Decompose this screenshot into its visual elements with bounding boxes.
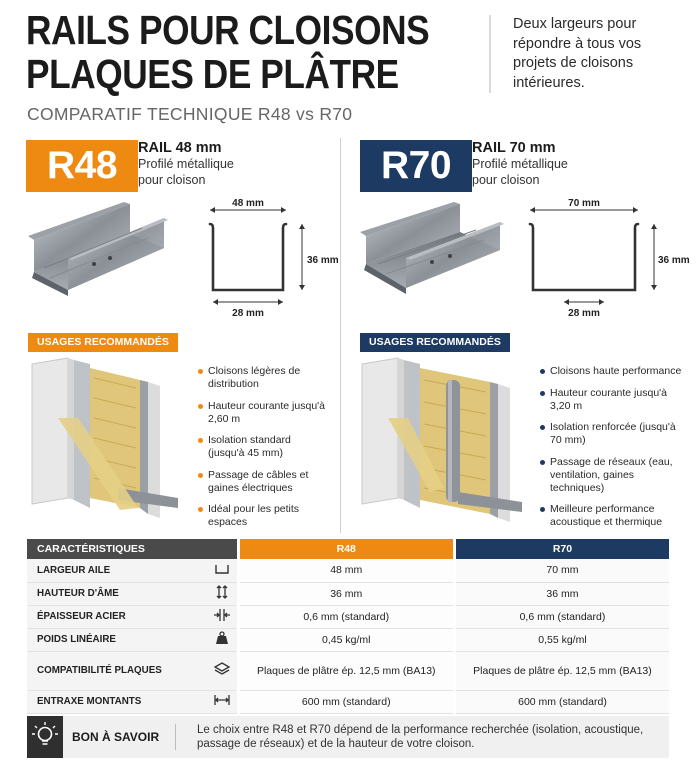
r48-usage-list	[198, 365, 328, 538]
r48-value: 36 mm	[238, 582, 454, 605]
tip-title: BON À SAVOIR	[72, 730, 160, 744]
thickness-icon	[208, 605, 238, 628]
r48-dim-width: 48 mm	[232, 198, 264, 209]
header-r48: R48	[238, 539, 454, 559]
r70-dimension-drawing	[520, 198, 690, 320]
r48-rail-name: RAIL 48 mm	[138, 140, 222, 156]
title-line-2: PLAQUES DE PLÂTRE	[26, 51, 399, 97]
r48-rail-3d-image	[24, 198, 170, 310]
table-row	[27, 628, 669, 651]
table-header-row	[27, 539, 669, 559]
r70-value: 36 mm	[454, 582, 669, 605]
weight-icon	[208, 628, 238, 651]
r70-badge: R70	[360, 140, 472, 192]
list-item: Isolation standard (jusqu'à 45 mm)	[198, 434, 328, 460]
r48-value: 0,6 mm (standard)	[238, 605, 454, 628]
comparison-table	[27, 539, 669, 714]
r70-dim-width: 70 mm	[568, 198, 600, 209]
layers-icon	[208, 651, 238, 690]
lightbulb-icon	[27, 716, 63, 758]
r48-wall-cross-section-image	[28, 358, 188, 524]
height-arrows-icon	[208, 582, 238, 605]
title-line-1: RAILS POUR CLOISONS	[26, 7, 430, 53]
tip-box	[27, 716, 669, 758]
list-item: Hauteur courante jusqu'à 3,20 m	[540, 387, 690, 413]
r70-value: 0,55 kg/ml	[454, 628, 669, 651]
r70-dim-base: 28 mm	[568, 308, 600, 319]
r70-value: 600 mm (standard)	[454, 690, 669, 713]
table-row	[27, 690, 669, 713]
r70-value: 0,6 mm (standard)	[454, 605, 669, 628]
header-r70: R70	[454, 539, 669, 559]
r48-dimension-drawing	[200, 198, 340, 320]
r70-rail-3d-image	[356, 198, 506, 310]
r70-rail-description: Profilé métallique pour cloison	[472, 157, 568, 187]
list-item: Meilleure performance acoustique et thermique	[540, 503, 690, 529]
r48-value: 48 mm	[238, 559, 454, 582]
table-row	[27, 582, 669, 605]
r70-usage-title: USAGES RECOMMANDÉS	[360, 333, 510, 352]
spacing-icon	[208, 690, 238, 713]
header-characteristics: CARACTÉRISTIQUES	[27, 539, 238, 559]
tip-divider	[175, 724, 176, 750]
row-label: ÉPAISSEUR ACIER	[27, 605, 208, 628]
r70-value: 70 mm	[454, 559, 669, 582]
table-row	[27, 559, 669, 582]
r48-dim-height: 36 mm	[307, 255, 339, 266]
r48-badge: R48	[26, 140, 138, 192]
r70-usage-list	[540, 365, 690, 538]
r48-value: 600 mm (standard)	[238, 690, 454, 713]
list-item: Hauteur courante jusqu'à 2,60 m	[198, 400, 328, 426]
list-item: Cloisons haute performance	[540, 365, 690, 378]
r70-rail-name: RAIL 70 mm	[472, 140, 556, 156]
r70-value: Plaques de plâtre ép. 12,5 mm (BA13)	[454, 651, 669, 690]
row-label: HAUTEUR D'ÂME	[27, 582, 208, 605]
header-divider	[489, 15, 491, 93]
table-row	[27, 605, 669, 628]
list-item: Passage de réseaux (eau, ventilation, gaines techniques)	[540, 456, 690, 495]
list-item: Idéal pour les petits espaces	[198, 503, 328, 529]
page-title	[26, 8, 430, 96]
table-row	[27, 651, 669, 690]
width-bracket-icon	[208, 559, 238, 582]
intro-text: Deux largeurs pour répondre à tous vos projets de cloisons intérieures.	[513, 16, 642, 91]
tip-text: Le choix entre R48 et R70 dépend de la performance recherchée (isolation, acoustique, passage de réseaux) et de la hauteur de votre cloison.	[197, 724, 644, 750]
row-label: ENTRAXE MONTANTS	[27, 690, 208, 713]
row-label: LARGEUR AILE	[27, 559, 208, 582]
page-subtitle: COMPARATIF TECHNIQUE R48 vs R70	[27, 104, 353, 124]
r70-wall-cross-section-image	[358, 358, 526, 524]
r48-dim-base: 28 mm	[232, 308, 264, 319]
list-item: Cloisons légères de distribution	[198, 365, 328, 391]
r48-value: 0,45 kg/ml	[238, 628, 454, 651]
r48-value: Plaques de plâtre ép. 12,5 mm (BA13)	[238, 651, 454, 690]
list-item: Isolation renforcée (jusqu'à 70 mm)	[540, 421, 690, 447]
row-label: POIDS LINÉAIRE	[27, 628, 208, 651]
r48-usage-title: USAGES RECOMMANDÉS	[28, 333, 178, 352]
column-divider	[340, 138, 341, 533]
row-label: COMPATIBILITÉ PLAQUES	[27, 651, 208, 690]
list-item: Passage de câbles et gaines électriques	[198, 469, 328, 495]
r70-dim-height: 36 mm	[658, 255, 690, 266]
r48-rail-description: Profilé métallique pour cloison	[138, 157, 234, 187]
